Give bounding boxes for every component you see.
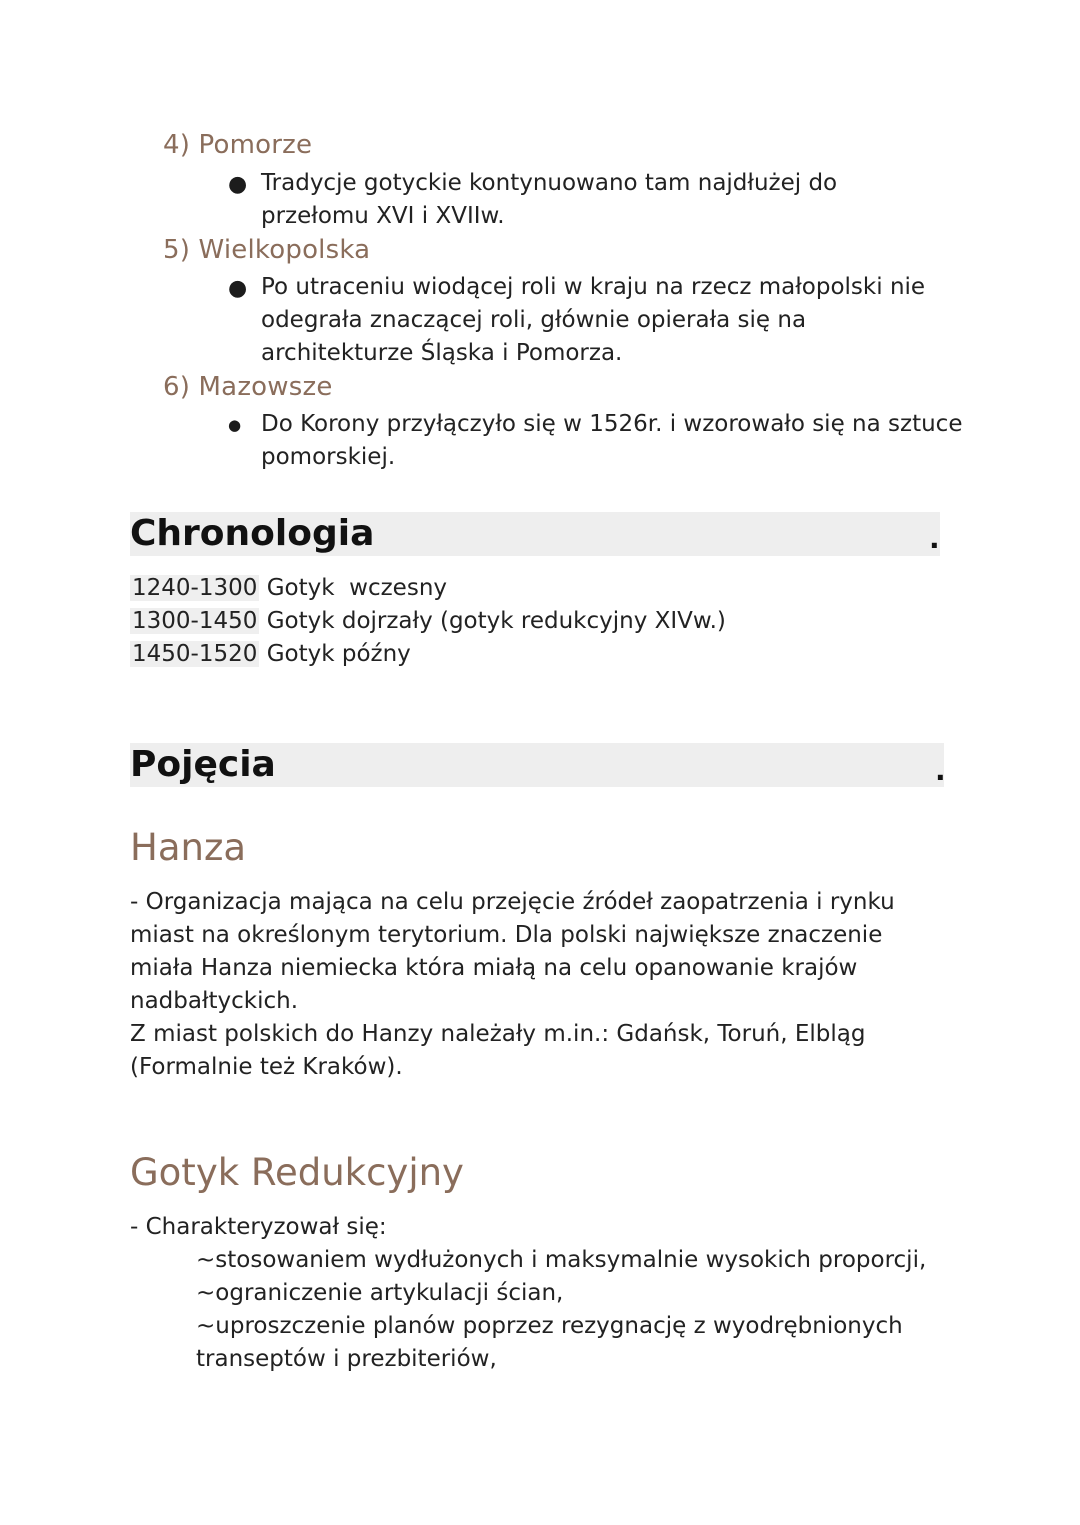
bullet-icon: ● [228,276,248,301]
region-heading-pomorze: 4) Pomorze [163,130,313,160]
region-heading-wielkopolska: 5) Wielkopolska [163,235,371,265]
gotyk-redukcyjny-heading: Gotyk Redukcyjny [130,1151,464,1194]
hanza-heading: Hanza [130,826,247,869]
chronology-row [130,572,447,605]
bullet-line: Do Korony przyłączyło się w 1526r. i wzorowało się na sztuce [261,411,963,437]
chronology-dates: 1240-1300 [132,575,258,601]
chronology-dates: 1300-1450 [132,608,258,634]
hanza-text-line: - Organizacja mająca na celu przejęcie źródeł zaopatrzenia i rynku [130,889,895,915]
bullet-line: przełomu XVI i XVIIw. [261,203,505,229]
chronologia-title: Chronologia [130,513,375,554]
chronology-row [130,638,411,671]
chronology-desc: Gotyk dojrzały (gotyk redukcyjny XIVw.) [266,608,726,634]
gotyk-item: ~ograniczenie artykulacji ścian, [196,1280,564,1306]
bullet-line: Tradycje gotyckie kontynuowano tam najdłużej do [261,170,838,196]
gotyk-intro: - Charakteryzował się: [130,1214,387,1240]
chronology-desc: Gotyk późny [266,641,411,667]
pojecia-title: Pojęcia [130,744,276,785]
chronologia-marker: . [929,522,940,555]
bullet-icon: ● [228,416,242,434]
hanza-text-line: (Formalnie też Kraków). [130,1054,403,1080]
bullet-line: pomorskiej. [261,444,396,470]
chronology-dates: 1450-1520 [132,641,258,667]
hanza-text-line: Z miast polskich do Hanzy należały m.in.: Gdańsk, Toruń, Elbląg [130,1021,866,1047]
bullet-line: Po utraceniu wiodącej roli w kraju na rzecz małopolski nie [261,274,926,300]
gotyk-item: ~uproszczenie planów poprzez rezygnację z wyodrębnionych [196,1313,903,1339]
bullet-line: architekturze Śląska i Pomorza. [261,340,623,366]
chronology-row [130,605,726,638]
hanza-text-line: miała Hanza niemiecka która miałą na celu opanowanie krajów [130,955,858,981]
bullet-line: odegrała znaczącej roli, głównie opierała się na [261,307,807,333]
bullet-icon: ● [228,172,248,197]
region-heading-mazowsze: 6) Mazowsze [163,372,333,402]
pojecia-marker: . [935,754,946,787]
gotyk-item: ~stosowaniem wydłużonych i maksymalnie wysokich proporcji, [196,1247,927,1273]
chronology-desc: Gotyk wczesny [266,575,448,601]
hanza-text-line: nadbałtyckich. [130,988,299,1014]
gotyk-item: transeptów i prezbiteriów, [196,1346,497,1372]
hanza-text-line: miast na określonym terytorium. Dla polski największe znaczenie [130,922,883,948]
